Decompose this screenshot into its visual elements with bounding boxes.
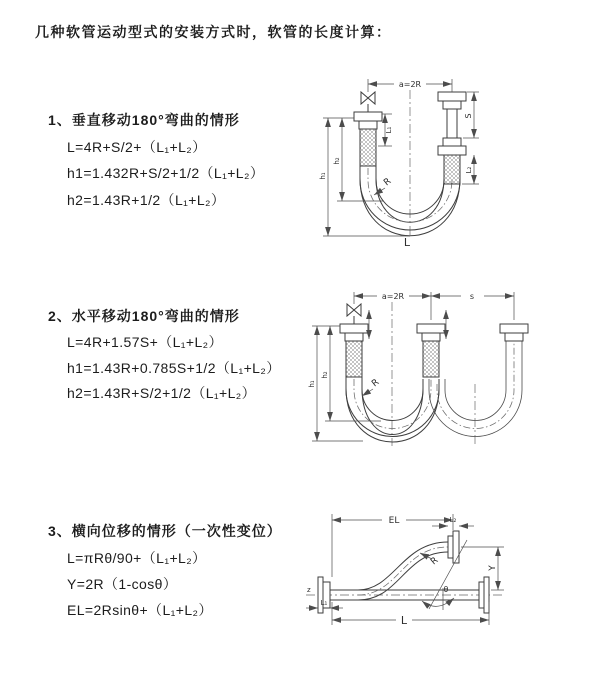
right-flange-fitting [500,324,528,341]
dim-label-h2: h₂ [333,157,341,165]
left-flange-fitting [340,324,368,377]
section-3-formula-y: Y=2R（1-cosθ） [67,576,178,592]
right-flange-fitting [438,92,466,184]
dim-label-a-2r: a=2R [398,80,422,89]
angle-arc [422,598,454,606]
diagram-vertical-180-bend [312,68,502,268]
hose-assembly-position-2 [429,341,522,436]
dimension-lines [306,514,504,627]
dim-label-s: S [464,113,473,119]
section-3-formula-l: L=πRθ/90+（L₁+L₂） [67,550,207,566]
dim-label-h1: h₁ [308,380,316,388]
diagram-lateral-displacement [298,502,518,642]
dim-label-theta: θ [443,585,449,594]
dimension-lines [308,292,514,441]
section-2-heading: 2、水平移动180°弯曲的情形 [48,308,240,324]
dim-label-y: Y [488,565,498,571]
diagram-horizontal-180-bend [303,284,543,456]
section-2-formula-h1: h1=1.43R+0.785S+1/2（L₁+L₂） [67,360,281,376]
dim-label-l1: L₁ [385,126,393,134]
section-1-formula-l: L=4R+S/2+（L₁+L₂） [67,139,207,155]
left-flange-fitting [354,112,382,166]
valve-icon [361,92,375,112]
section-2-formula-h2: h2=1.43R+S/2+1/2（L₁+L₂） [67,385,257,401]
dim-label-s: s [469,292,475,301]
section-1-formula-h1: h1=1.432R+S/2+1/2（L₁+L₂） [67,165,265,181]
braided-section [346,341,362,377]
hose-assembly-position-1 [346,377,439,442]
section-2-formula-l: L=4R+1.57S+（L₁+L₂） [67,334,223,350]
section-3-heading: 3、横向位移的情形（一次性变位） [48,523,282,539]
dim-label-r: R [382,176,394,189]
page-title: 几种软管运动型式的安装方式时，软管的长度计算： [35,24,392,40]
dim-label-r: R [370,377,382,390]
braided-section [423,341,439,377]
middle-flange-fitting [417,324,445,377]
dim-label-l1: L₁ [320,599,328,607]
centerline-mark-z: z [307,586,311,594]
dim-label-l2: L₂ [465,166,473,174]
dim-label-l: L [400,614,408,627]
section-1-heading: 1、垂直移动180°弯曲的情形 [48,112,240,128]
dim-label-h2: h₂ [321,371,329,379]
dim-label-el: EL [388,516,400,526]
valve-icon [347,304,361,324]
section-3-formula-el: EL=2Rsinθ+（L₁+L₂） [67,602,213,618]
dim-label-r: R [429,555,441,568]
dim-label-l: L [403,236,411,249]
dim-label-h1: h₁ [319,172,327,180]
dim-label-a-2r: a=2R [381,292,405,301]
braided-section [444,155,460,184]
dim-label-l2: L₂ [449,516,457,524]
section-1-formula-h2: h2=1.43R+1/2（L₁+L₂） [67,192,226,208]
braided-section [360,129,376,166]
